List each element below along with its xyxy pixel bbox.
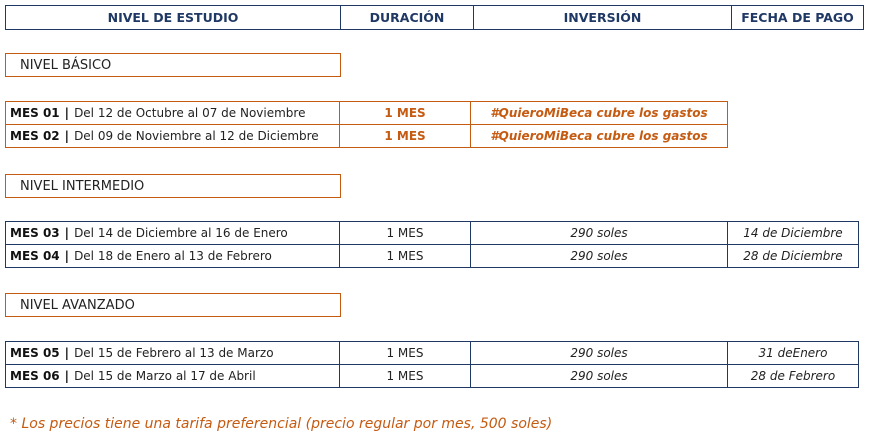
separator: | <box>64 226 70 240</box>
separator: | <box>64 369 70 383</box>
table-row <box>5 101 728 125</box>
basico-rows <box>5 101 728 148</box>
duracion-cell: 1 MES <box>339 244 471 268</box>
header-nivel: NIVEL DE ESTUDIO <box>5 5 341 30</box>
duracion-cell: 1 MES <box>339 221 471 245</box>
duracion-cell: 1 MES <box>339 124 471 148</box>
separator: | <box>64 346 70 360</box>
date-range: Del 09 de Noviembre al 12 de Diciembre <box>74 129 319 143</box>
table-row <box>5 244 859 268</box>
date-range: Del 15 de Marzo al 17 de Abril <box>74 369 256 383</box>
fecha-cell: 14 de Diciembre <box>727 221 859 245</box>
duracion-cell: 1 MES <box>339 364 471 388</box>
nivel-cell <box>5 124 340 148</box>
avanzado-rows <box>5 341 859 388</box>
level-basico: NIVEL BÁSICO <box>5 53 341 77</box>
table-row <box>5 364 859 388</box>
inversion-cell: 290 soles <box>470 364 728 388</box>
nivel-cell <box>5 101 340 125</box>
price-note: * Los precios tiene una tarifa preferencial (precio regular por mes, 500 soles) <box>10 416 553 432</box>
fecha-cell: 31 deEnero <box>727 341 859 365</box>
inversion-cell: 290 soles <box>470 221 728 245</box>
nivel-cell <box>5 221 340 245</box>
header-fecha: FECHA DE PAGO <box>731 5 864 30</box>
mes-label: MES 03 <box>10 226 60 240</box>
table-row <box>5 341 859 365</box>
header-inversion: INVERSIÓN <box>473 5 732 30</box>
fecha-cell: 28 de Diciembre <box>727 244 859 268</box>
nivel-cell <box>5 364 340 388</box>
inversion-cell: 290 soles <box>470 341 728 365</box>
date-range: Del 12 de Octubre al 07 de Noviembre <box>74 106 306 120</box>
mes-label: MES 04 <box>10 249 60 263</box>
nivel-cell <box>5 244 340 268</box>
mes-label: MES 05 <box>10 346 60 360</box>
date-range: Del 15 de Febrero al 13 de Marzo <box>74 346 274 360</box>
separator: | <box>64 106 70 120</box>
date-range: Del 18 de Enero al 13 de Febrero <box>74 249 272 263</box>
level-avanzado: NIVEL AVANZADO <box>5 293 341 317</box>
inversion-cell: #QuieroMiBeca cubre los gastos <box>470 101 728 125</box>
mes-label: MES 02 <box>10 129 60 143</box>
mes-label: MES 01 <box>10 106 60 120</box>
duracion-cell: 1 MES <box>339 101 471 125</box>
level-intermedio: NIVEL INTERMEDIO <box>5 174 341 198</box>
inversion-cell: #QuieroMiBeca cubre los gastos <box>470 124 728 148</box>
fecha-cell: 28 de Febrero <box>727 364 859 388</box>
table-row <box>5 221 859 245</box>
header-duracion: DURACIÓN <box>340 5 474 30</box>
nivel-cell <box>5 341 340 365</box>
inversion-cell: 290 soles <box>470 244 728 268</box>
table-row <box>5 124 728 148</box>
separator: | <box>64 129 70 143</box>
mes-label: MES 06 <box>10 369 60 383</box>
date-range: Del 14 de Diciembre al 16 de Enero <box>74 226 288 240</box>
intermedio-rows <box>5 221 859 268</box>
duracion-cell: 1 MES <box>339 341 471 365</box>
separator: | <box>64 249 70 263</box>
